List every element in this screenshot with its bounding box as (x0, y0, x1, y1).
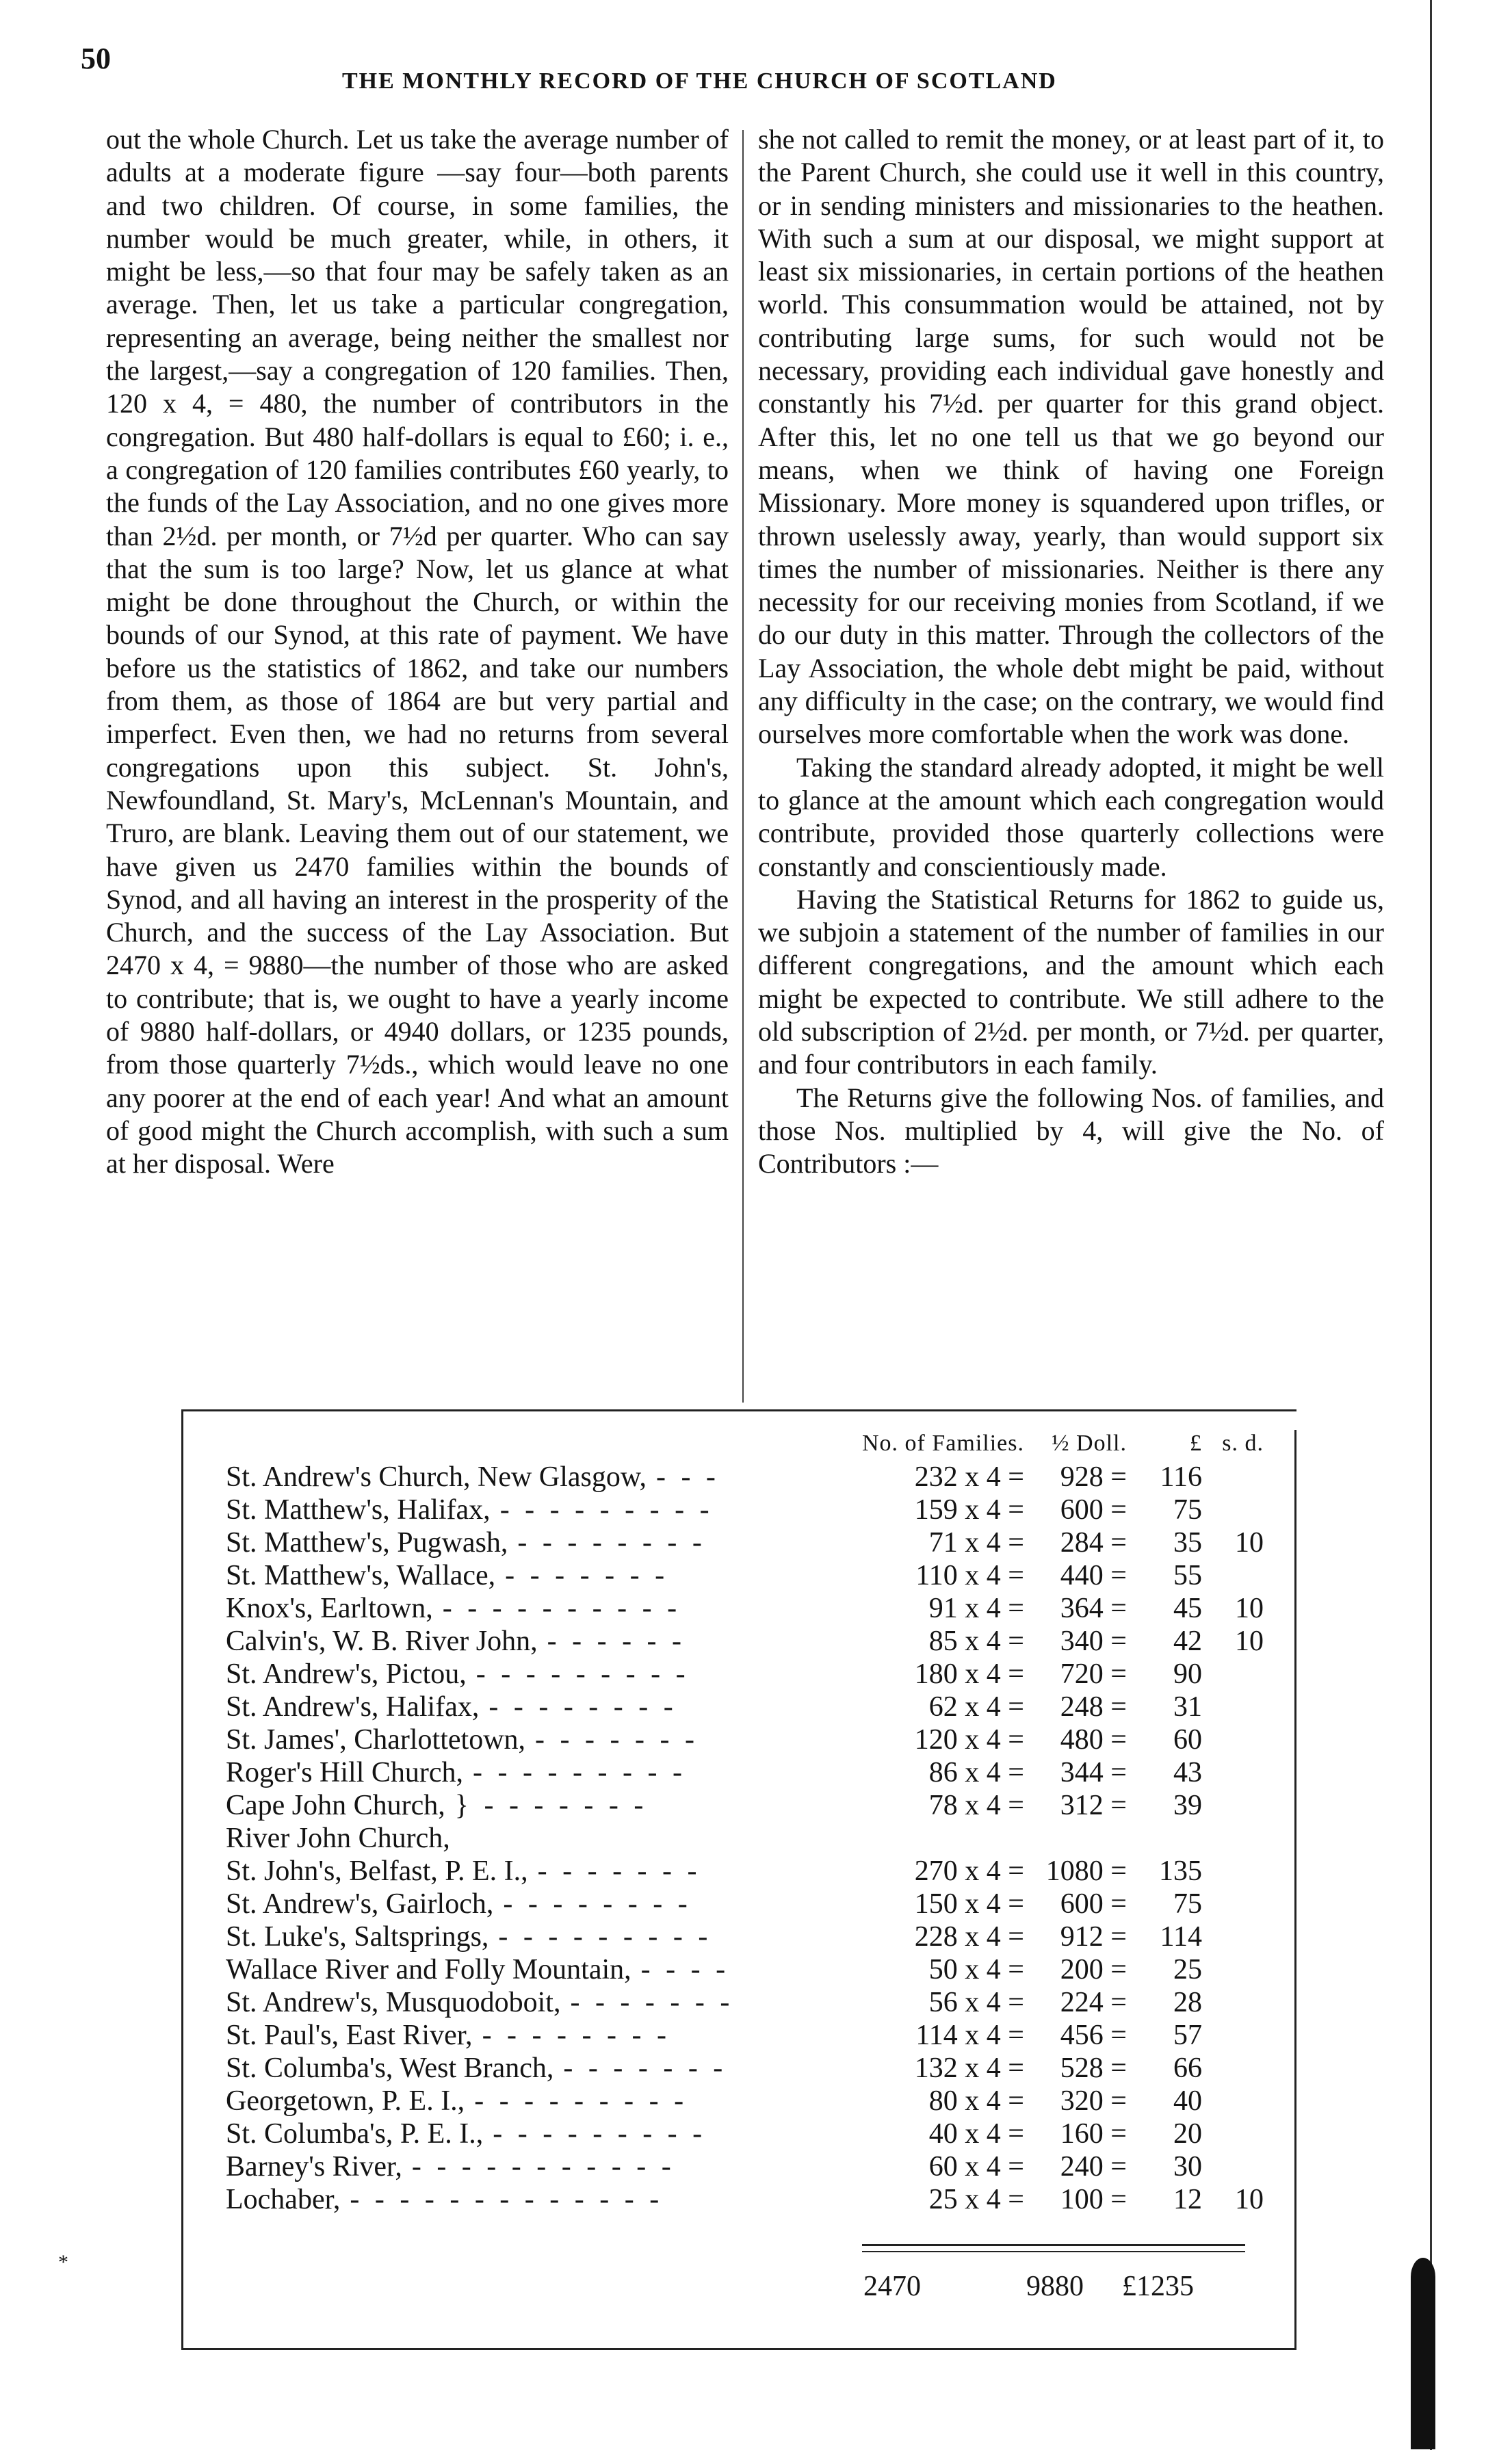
total-pounds: £1235 (1122, 2271, 1194, 2302)
column-rule (742, 130, 744, 1403)
shillings-pence-value (1202, 1756, 1264, 1789)
pounds-value: 57 (1173, 2020, 1202, 2051)
total-families: 2470 (863, 2271, 921, 2302)
leader-dots: - - - - - - - - - - (442, 1593, 681, 1624)
table-row (226, 1526, 1264, 1559)
congregation-name: Cape John Church, (226, 1790, 445, 1821)
shillings-pence-value (1202, 1461, 1264, 1494)
congregation-name: Calvin's, W. B. River John, (226, 1626, 538, 1657)
table-row (226, 2150, 1264, 2183)
table-row (226, 1461, 1264, 1494)
table-body (226, 1461, 1264, 2216)
table-row (226, 1953, 1264, 1986)
table-row (226, 1494, 1264, 1526)
families-count: 60 x 4 = (928, 2151, 1024, 2182)
families-count: 228 x 4 = (914, 1921, 1024, 1953)
table-row (226, 1723, 1264, 1756)
families-count: 78 x 4 = (928, 1790, 1024, 1821)
leader-dots: - - - - - - - - - (498, 1921, 712, 1953)
families-count: 80 x 4 = (928, 2085, 1024, 2117)
leader-dots: - - - - - - - (535, 1724, 699, 1756)
families-count: 71 x 4 = (928, 1527, 1024, 1559)
families-count: 114 x 4 = (915, 2020, 1024, 2051)
leader-dots: } - - - - - - - (454, 1790, 648, 1821)
left-paragraph-1: out the whole Church. Let us take the average number of adults at a moderate figure —say four—both parents and two children. Of course, in some families, the number would be much greater, while, in others, it might be less,—so that four may be safely taken as an average. Then, let us take a particular congregation, representing an average, being neither the smallest nor the largest,—say a congregation of 120 families. Then, 120 x 4, = 480, the number of contributors in the congregation. But 480 half-dollars is equal to £60; i. e., a congregation of 120 families contributes £60 yearly, to the funds of the Lay Association, and no one gives more than 2½d. per month, or 7½d per quarter. Who can say that the sum is too large? Now, let us glance at what might be done throughout the Church, or within the bounds of our Synod, at this rate of payment. We have before us the statistics of 1862, and take our numbers from them, as those of 1864 are but very partial and imperfect. Even then, we had no returns from several congregations upon this subject. St. John's, Newfoundland, St. Mary's, McLennan's Mountain, and Truro, are blank. Leaving them out of our statement, we have given us 2470 families within the bounds of Synod, and all having an interest in the prosperity of the Church, and the success of the Lay Association. But 2470 x 4, = 9880—the number of those who are asked to contribute; that is, we ought to have a yearly income of 9880 half-dollars, or 4940 dollars, or 1235 pounds, from those quarterly 7½ds., which would leave no one any poorer at the end of each year! And what an amount of good might the Church accomplish, with such a sum at her disposal. Were (106, 124, 729, 1180)
families-count: 62 x 4 = (928, 1691, 1024, 1723)
families-count: 50 x 4 = (928, 1954, 1024, 1985)
families-count: 180 x 4 = (914, 1658, 1024, 1690)
congregation-name: St. Paul's, East River, (226, 2020, 473, 2051)
shillings-pence-value (1202, 1494, 1264, 1526)
half-dollars-value: 456 = (1060, 2020, 1127, 2051)
half-dollars-value: 160 = (1060, 2118, 1127, 2150)
pounds-value: 35 (1173, 1527, 1202, 1559)
families-count: 132 x 4 = (914, 2052, 1024, 2084)
pounds-value: 75 (1173, 1888, 1202, 1920)
half-dollars-value: 720 = (1060, 1658, 1127, 1690)
congregation-name: St. Andrew's, Gairloch, (226, 1888, 494, 1920)
table-row (226, 1822, 1264, 1855)
shillings-pence-value: 10 (1234, 2184, 1264, 2215)
total-dollars: 9880 (1026, 2271, 1084, 2302)
congregation-name: St. Andrew's Church, New Glasgow, (226, 1461, 647, 1493)
pounds-value: 25 (1173, 1954, 1202, 1985)
congregation-name: Lochaber, (226, 2184, 341, 2215)
leader-dots: - - - - - - - - - (493, 2118, 707, 2150)
table-row (226, 1789, 1264, 1822)
pounds-value: 114 (1160, 1921, 1202, 1953)
table-row (226, 2052, 1264, 2085)
families-count: 86 x 4 = (928, 1757, 1024, 1788)
half-dollars-value: 600 = (1060, 1888, 1127, 1920)
half-dollars-value: 928 = (1060, 1461, 1127, 1493)
leader-dots: - - - - - - - - - - - (411, 2151, 675, 2182)
right-paragraph-3: Having the Statistical Returns for 1862 to guide us, we subjoin a statement of the number of families in our different congregations, and the amount which each might be expected to contribute. We still adhere to the old subscription of 2½d. per month, or 7½d. per quarter, and four contributors in each family. (758, 883, 1384, 1080)
pounds-value: 39 (1173, 1790, 1202, 1821)
table-row (226, 1756, 1264, 1789)
pounds-value: 30 (1173, 2151, 1202, 2182)
shillings-pence-value: 10 (1234, 1626, 1264, 1657)
leader-dots: - - - - - - - - - (473, 1757, 686, 1788)
congregation-name: St. John's, Belfast, P. E. I., (226, 1855, 528, 1887)
families-count: 232 x 4 = (914, 1461, 1024, 1493)
right-paragraph-4: The Returns give the following Nos. of families, and those Nos. multiplied by 4, will give the No. of Contributors :— (758, 1082, 1384, 1180)
pounds-value: 75 (1173, 1494, 1202, 1526)
half-dollars-value: 440 = (1060, 1560, 1127, 1591)
half-dollars-value: 340 = (1060, 1626, 1127, 1657)
leader-dots: - - - - (640, 1954, 730, 1985)
half-dollars-value: 1080 = (1045, 1855, 1127, 1887)
shillings-pence-value (1202, 2150, 1264, 2183)
families-count: 85 x 4 = (928, 1626, 1024, 1657)
table-header-row (226, 1426, 1264, 1461)
table-row (226, 1658, 1264, 1691)
congregation-name: St. Andrew's, Pictou, (226, 1658, 467, 1690)
pounds-value: 31 (1173, 1691, 1202, 1723)
congregation-name: Knox's, Earltown, (226, 1593, 433, 1624)
pounds-value: 55 (1173, 1560, 1202, 1591)
leader-dots: - - - - - - - - (488, 1691, 677, 1723)
pounds-value (1127, 1822, 1202, 1855)
leader-dots: - - - (655, 1461, 720, 1493)
half-dollars-value: 528 = (1060, 2052, 1127, 2084)
shillings-pence-value: 10 (1234, 1527, 1264, 1559)
shillings-pence-value (1202, 1789, 1264, 1822)
half-dollars-value: 912 = (1060, 1921, 1127, 1953)
families-count: 150 x 4 = (914, 1888, 1024, 1920)
shillings-pence-value (1202, 1658, 1264, 1691)
right-paragraph-1: she not called to remit the money, or at least part of it, to the Parent Church, she could use it well in this country, or in sending ministers and missionaries to the heathen. With such a sum at our disposal, we might support at least six missionaries, in certain portions of the heathen world. This consummation would be attained, not by contributing large sums, for such would not be necessary, providing each individual gave honestly and constantly his 7½d. per quarter for this grand object. After this, let no one tell us that we go beyond our means, when we think of having one Foreign Missionary. More money is squandered upon trifles, or thrown uselessly away, yearly, than would support six times the number of missionaries. Neither is there any necessity for our receiving monies from Scotland, if we do our duty in this matter. Through the collectors of the Lay Association, the whole debt might be paid, without any difficulty in the case; on the contrary, we would find ourselves more comfortable when the work was done. (758, 124, 1384, 750)
table-row (226, 1855, 1264, 1888)
shillings-pence-value (1202, 1723, 1264, 1756)
congregation-name: St. Matthew's, Halifax, (226, 1494, 491, 1526)
shillings-pence-value (1202, 1822, 1264, 1855)
leader-dots: - - - - - - - - - (499, 1494, 714, 1526)
pounds-value: 40 (1173, 2085, 1202, 2117)
table-row (226, 1559, 1264, 1592)
frame-top-rule (181, 1409, 1296, 1411)
table-row (226, 2019, 1264, 2052)
pounds-value: 42 (1173, 1626, 1202, 1657)
families-count: 120 x 4 = (914, 1724, 1024, 1756)
pounds-value: 116 (1160, 1461, 1202, 1493)
leader-dots: - - - - - - - (570, 1987, 734, 2018)
header-families: No. of Families. (862, 1431, 1024, 1456)
leader-dots: - - - - - - - (505, 1560, 669, 1591)
frame-left-rule (181, 1409, 183, 2350)
half-dollars-value: 480 = (1060, 1724, 1127, 1756)
header-shillings-pence: s. d. (1222, 1431, 1264, 1456)
shillings-pence-value (1202, 1855, 1264, 1888)
half-dollars-value: 100 = (1060, 2184, 1127, 2215)
table-row (226, 2117, 1264, 2150)
right-paragraph-2: Taking the standard already adopted, it might be well to glance at the amount which each congregation would contribute, provided those quarterly collections were constantly and conscientiously made. (758, 751, 1384, 882)
binding-blot (1411, 2258, 1435, 2449)
congregation-name: St. Matthew's, Pugwash, (226, 1527, 508, 1559)
table-row (226, 1888, 1264, 1920)
leader-dots: - - - - - - - (537, 1855, 701, 1887)
congregation-name: St. Columba's, West Branch, (226, 2052, 554, 2084)
left-column (106, 123, 729, 1181)
shillings-pence-value (1202, 1559, 1264, 1592)
congregation-name: St. Columba's, P. E. I., (226, 2118, 484, 2150)
congregation-name: St. Matthew's, Wallace, (226, 1560, 496, 1591)
table-row (226, 2183, 1264, 2216)
leader-dots: - - - - - - - - - (475, 1658, 690, 1690)
table-row (226, 1625, 1264, 1658)
shillings-pence-value (1202, 1953, 1264, 1986)
half-dollars-value: 284 = (1060, 1527, 1127, 1559)
table-row (226, 1986, 1264, 2019)
leader-dots: - - - - - - - - (517, 1527, 706, 1559)
pounds-value: 20 (1173, 2118, 1202, 2150)
half-dollars-value: 200 = (1060, 1954, 1127, 1985)
congregation-name: St. Andrew's, Halifax, (226, 1691, 480, 1723)
table-row (226, 1691, 1264, 1723)
families-count: 91 x 4 = (928, 1593, 1024, 1624)
totals-rule-double (862, 2251, 1245, 2252)
leader-dots: - - - - - - - - - (474, 2085, 688, 2117)
frame-bottom-rule (181, 2348, 1296, 2350)
half-dollars-value: 312 = (1060, 1790, 1127, 1821)
families-count: 159 x 4 = (914, 1494, 1024, 1526)
half-dollars-value: 600 = (1060, 1494, 1127, 1526)
congregation-name: St. James', Charlottetown, (226, 1724, 526, 1756)
pounds-value: 12 (1173, 2184, 1202, 2215)
half-dollars-value: 240 = (1060, 2151, 1127, 2182)
families-count: 56 x 4 = (928, 1987, 1024, 2018)
pounds-value: 60 (1173, 1724, 1202, 1756)
right-column (758, 123, 1384, 1181)
shillings-pence-value (1202, 2052, 1264, 2085)
running-title: THE MONTHLY RECORD OF THE CHURCH OF SCOTLAND (342, 68, 1057, 94)
shillings-pence-value (1202, 2019, 1264, 2052)
families-count: 110 x 4 = (915, 1560, 1024, 1591)
header-dollars: ½ Doll. (1052, 1431, 1127, 1456)
binding-edge (1430, 0, 1432, 2450)
shillings-pence-value (1202, 2085, 1264, 2117)
congregation-name: Georgetown, P. E. I., (226, 2085, 465, 2117)
congregation-name: Wallace River and Folly Mountain, (226, 1954, 631, 1985)
families-count (862, 1822, 1024, 1855)
families-count: 40 x 4 = (928, 2118, 1024, 2150)
header-pounds: £ (1189, 1431, 1202, 1456)
leader-dots: - - - - - - - - - - - - - (350, 2184, 664, 2215)
table-row (226, 1592, 1264, 1625)
half-dollars-value: 364 = (1060, 1593, 1127, 1624)
congregation-name: Barney's River, (226, 2151, 402, 2182)
half-dollars-value (1024, 1822, 1127, 1855)
totals-rule (862, 2244, 1245, 2246)
pounds-value: 43 (1173, 1757, 1202, 1788)
families-count: 270 x 4 = (914, 1855, 1024, 1887)
families-count: 25 x 4 = (928, 2184, 1024, 2215)
pounds-value: 66 (1173, 2052, 1202, 2084)
half-dollars-value: 224 = (1060, 1987, 1127, 2018)
table-row (226, 2085, 1264, 2117)
frame-right-rule (1294, 1430, 1296, 2350)
pounds-value: 135 (1158, 1855, 1202, 1887)
leader-dots: - - - - - - - - (482, 2020, 670, 2051)
leader-dots: - - - - - - - (563, 2052, 727, 2084)
half-dollars-value: 320 = (1060, 2085, 1127, 2117)
congregation-name: St. Luke's, Saltsprings, (226, 1921, 489, 1953)
shillings-pence-value (1202, 1986, 1264, 2019)
congregation-name: St. Andrew's, Musquodoboit, (226, 1987, 561, 2018)
congregation-name: River John Church, (226, 1823, 450, 1854)
congregation-name: Roger's Hill Church, (226, 1757, 464, 1788)
half-dollars-value: 344 = (1060, 1757, 1127, 1788)
shillings-pence-value: 10 (1234, 1593, 1264, 1624)
leader-dots: - - - - - - - - (503, 1888, 692, 1920)
shillings-pence-value (1202, 1691, 1264, 1723)
congregations-table (226, 1426, 1264, 2216)
pounds-value: 45 (1173, 1593, 1202, 1624)
shillings-pence-value (1202, 1920, 1264, 1953)
pounds-value: 90 (1173, 1658, 1202, 1690)
shillings-pence-value (1202, 2117, 1264, 2150)
page-number: 50 (81, 42, 111, 75)
pounds-value: 28 (1173, 1987, 1202, 2018)
margin-mark: * (58, 2251, 68, 2273)
half-dollars-value: 248 = (1060, 1691, 1127, 1723)
leader-dots: - - - - - - (547, 1626, 686, 1657)
table-row (226, 1920, 1264, 1953)
shillings-pence-value (1202, 1888, 1264, 1920)
